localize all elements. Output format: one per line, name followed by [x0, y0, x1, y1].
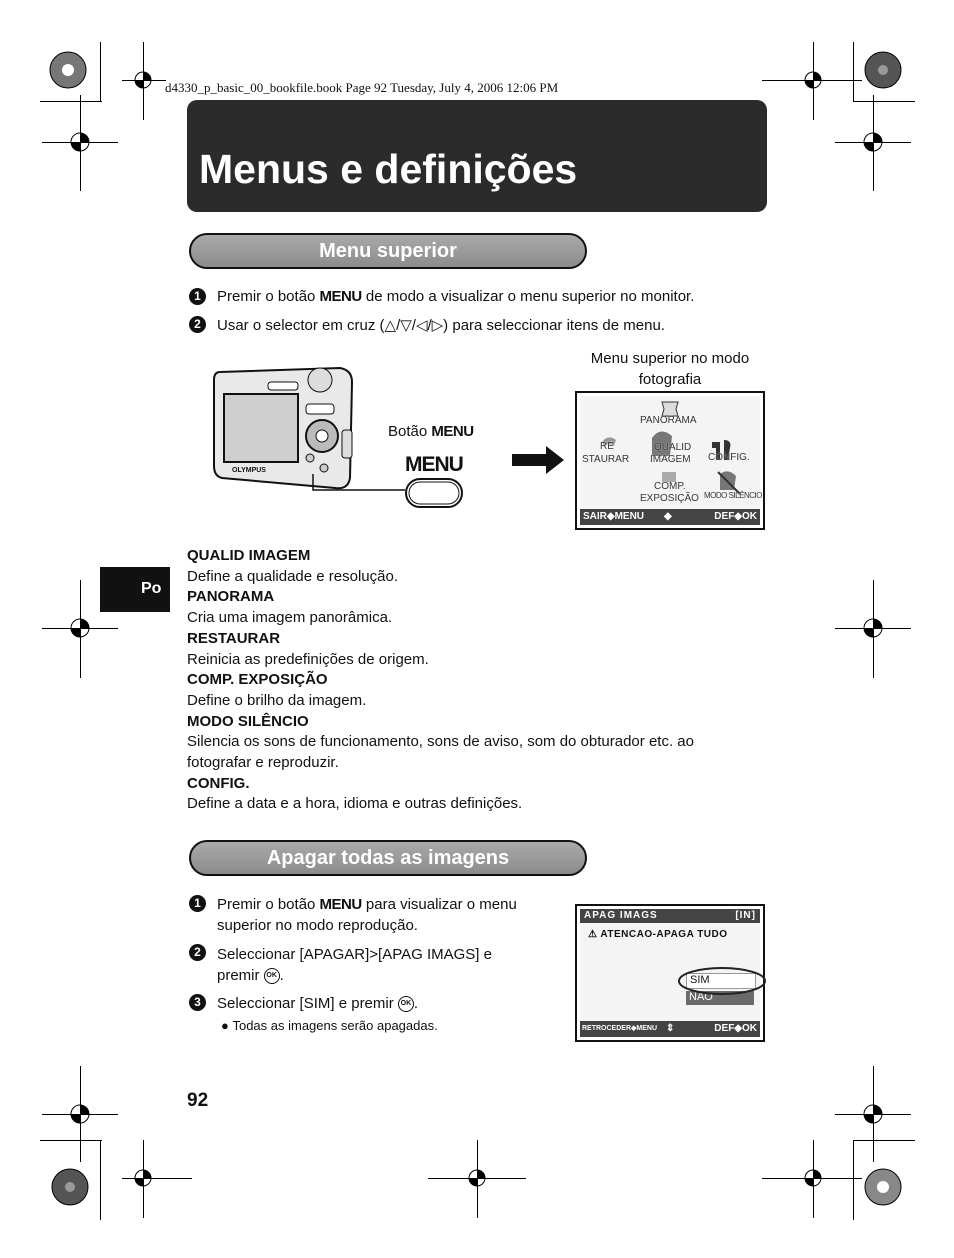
definition-term: COMP. EXPOSIÇÃO — [187, 671, 328, 689]
bullet-note — [221, 1018, 438, 1033]
s2-step-1-pre: Premir o botão — [217, 896, 320, 913]
top-menu-bottom-bar — [580, 509, 760, 525]
screen-item-comp-2: EXPOSIÇÃO — [640, 493, 699, 504]
s2-step-3-label: Seleccionar [SIM] e premir — [217, 995, 398, 1012]
bullet-text: Todas as imagens serão apagadas. — [232, 1018, 438, 1033]
definition-desc: Define a qualidade e resolução. — [187, 567, 398, 585]
section-heading-menu-superior — [189, 233, 587, 269]
delete-all-screen — [575, 904, 765, 1042]
step-3-number: 3 — [189, 994, 206, 1011]
screen-item-silencio: MODO SILÊNCIO — [704, 491, 762, 500]
option-no-label: NAO — [689, 991, 713, 1003]
section-heading-apagar — [189, 840, 587, 876]
step-1-number: 1 — [189, 288, 206, 305]
definition-term: CONFIG. — [187, 774, 250, 792]
definition-desc: Define a data e a hora, idioma e outras definições. — [187, 795, 523, 813]
screen-caption — [575, 348, 765, 390]
page-number: 92 — [187, 1090, 209, 1111]
s2-step-2-line-1: Seleccionar [APAGAR]>[APAG IMAGS] e — [217, 946, 492, 963]
bar-set-label: DEF◆OK — [714, 511, 757, 522]
title-banner — [187, 100, 767, 212]
step-2-number: 2 — [189, 316, 206, 333]
memory-indicator: [IN] — [735, 910, 756, 921]
s2-step-3-text: Seleccionar [SIM] e premir OK . — [217, 995, 419, 1012]
screen-item-comp-1: COMP. — [654, 481, 686, 492]
s2-menu-key-label: MENU — [319, 896, 362, 913]
s2-step-2-line-2: premir — [217, 967, 264, 984]
s2-step-2-text: Seleccionar [APAGAR]>[APAG IMAGS] e premir OK . — [217, 946, 492, 984]
bullet-icon: ● — [221, 1018, 233, 1033]
screen-item-config: CONFIG. — [708, 452, 750, 463]
step-2-number: 2 — [189, 944, 206, 961]
svg-text:OLYMPUS: OLYMPUS — [232, 467, 266, 474]
menu-button-caption — [388, 421, 474, 442]
menu-button-caption-pre: Botão — [388, 423, 432, 440]
step-1-number: 1 — [189, 895, 206, 912]
step-2-text: Usar o selector em cruz (△/▽/◁/▷) para seleccionar itens de menu. — [217, 317, 665, 334]
step-1-text — [217, 286, 694, 307]
section-heading-text: Menu superior — [319, 240, 457, 262]
highlight-ellipse — [676, 965, 768, 997]
right-arrow-icon — [512, 444, 566, 476]
delete-all-screen-area — [580, 909, 760, 1037]
definition-term: RESTAURAR — [187, 629, 281, 647]
delete-screen-title: APAG IMAGS — [584, 910, 658, 921]
s2-step-1-text — [217, 894, 567, 936]
top-menu-screen-area — [580, 396, 760, 525]
four-way-icon: ◆ — [664, 511, 672, 522]
screen-item-qualid-1: QUALID — [654, 442, 692, 453]
bar-set-label: DEF◆OK — [714, 1023, 757, 1034]
screen-caption-line-2: fotografia — [638, 371, 702, 388]
print-header: d4330_p_basic_00_bookfile.book Page 92 Tuesday, July 4, 2006 12:06 PM — [165, 80, 559, 95]
warning-icon: ⚠ — [588, 929, 598, 940]
delete-screen-title-bar — [580, 909, 760, 923]
up-down-icon: ⇕ — [666, 1023, 675, 1034]
step-1-post: de modo a visualizar o menu superior no monitor. — [361, 288, 695, 305]
definition-term: MODO SILÊNCIO — [187, 712, 309, 730]
top-menu-screen — [575, 391, 765, 530]
step-1-pre: Premir o botão — [217, 288, 320, 305]
menu-button-caption-key: MENU — [431, 423, 474, 440]
ok-button-icon: OK — [264, 968, 280, 984]
screen-caption-line-1: Menu superior no modo — [590, 350, 750, 367]
definition-term: PANORAMA — [187, 588, 275, 606]
screen-item-restaurar-1: RE — [600, 441, 614, 452]
ok-button-icon: OK — [398, 996, 414, 1012]
screen-item-panorama: PANORAMA — [640, 415, 697, 426]
bar-exit-label: SAIR◆MENU — [583, 511, 645, 522]
definition-desc: Define o brilho da imagem. — [187, 691, 367, 709]
definition-desc: Reinicia as predefinições de origem. — [187, 650, 429, 668]
menu-button-big-label: MENU — [405, 453, 463, 476]
screen-item-qualid-2: IMAGEM — [650, 454, 691, 465]
delete-warning — [588, 929, 728, 940]
language-tab — [100, 567, 170, 612]
language-tab-label: Po — [141, 580, 162, 597]
definition-term: QUALID IMAGEM — [187, 547, 311, 564]
bar-back-label: RETROCEDER◆MENU — [582, 1025, 657, 1032]
s2-step-1-post: para visualizar o menu superior no modo reprodução. — [217, 896, 517, 934]
menu-key-label: MENU — [319, 288, 362, 305]
definitions-list — [187, 546, 767, 815]
page-title: Menus e definições — [199, 146, 578, 192]
delete-screen-bottom-bar — [580, 1021, 760, 1037]
section-heading-text: Apagar todas as imagens — [266, 847, 510, 869]
definition-desc: Cria uma imagem panorâmica. — [187, 609, 393, 627]
warning-text: ATENCAO-APAGA TUDO — [600, 929, 728, 940]
definition-desc: Silencia os sons de funcionamento, sons de aviso, som do obturador etc. ao fotografar e reproduzir. — [187, 733, 694, 772]
screen-item-restaurar-2: STAURAR — [582, 454, 630, 465]
option-yes-label: SIM — [690, 974, 710, 986]
